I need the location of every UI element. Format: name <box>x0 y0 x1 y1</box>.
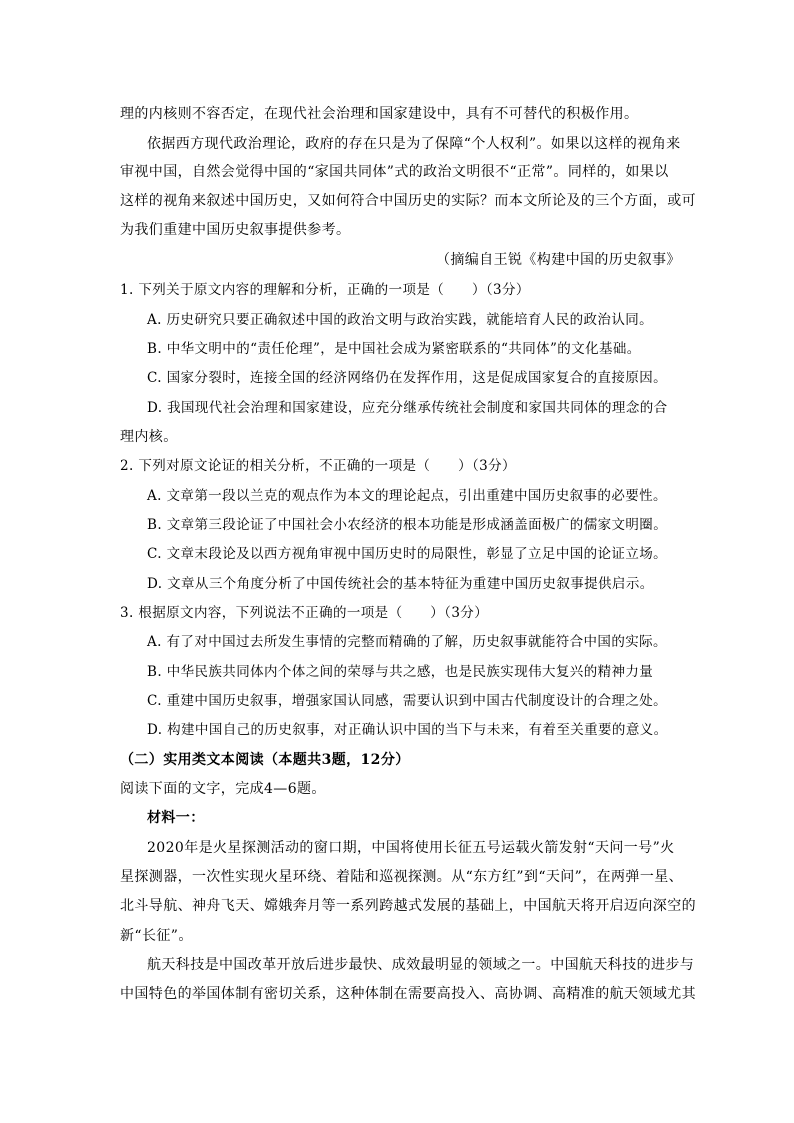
material-line: 星探测器，一次性实现火星环绕、着陆和巡视探测。从“东方红”到“天问”，在两弹一星、 <box>120 869 684 885</box>
source-citation: （摘编自王锐《构建中国的历史叙事》 <box>436 252 681 268</box>
option-a: A. 历史研究只要正确叙述中国的政治文明与政治实践，就能培育人民的政治认同。 <box>147 312 654 328</box>
option-a: A. 文章第一段以兰克的观点作为本文的理论起点，引出重建中国历史叙事的必要性。 <box>147 488 667 504</box>
material-line: 航天科技是中国改革开放后进步最快、成效最明显的领域之一。中国航天科技的进步与 <box>147 957 695 973</box>
question-stem: 2. 下列对原文论证的相关分析，不正确的一项是（ ）（3分） <box>120 458 516 474</box>
option-c: C. 国家分裂时，连接全国的经济网络仍在发挥作用，这是促成国家复合的直接原因。 <box>147 370 668 386</box>
question-stem: 3. 根据原文内容，下列说法不正确的一项是（ ）（3分） <box>120 605 489 621</box>
passage-line: 为我们重建中国历史叙事提供参考。 <box>120 222 351 238</box>
option-c: C. 重建中国历史叙事，增强家国认同感，需要认识到中国古代制度设计的合理之处。 <box>147 693 668 709</box>
material-line: 北斗导航、神舟飞天、嫦娥奔月等一系列跨越式发展的基础上，中国航天将开启迈向深空的 <box>120 898 696 914</box>
section-instruction: 阅读下面的文字，完成4—6题。 <box>120 781 326 797</box>
option-a: A. 有了对中国过去所发生事情的完整而精确的了解，历史叙事就能符合中国的实际。 <box>147 634 667 650</box>
passage-line: 审视中国，自然会觉得中国的“家国共同体”式的政治文明很不“正常”。同样的，如果以 <box>120 164 669 180</box>
option-b: B. 文章第三段论证了中国社会小农经济的根本功能是形成涵盖面极广的儒家文明圈。 <box>147 517 668 533</box>
option-d: D. 文章从三个角度分析了中国传统社会的基本特征为重建中国历史叙事提供启示。 <box>147 576 654 592</box>
question-stem: 1. 下列关于原文内容的理解和分析，正确的一项是（ ）（3分） <box>120 282 530 298</box>
material-line: 新“长征”。 <box>120 928 193 944</box>
option-d: D. 我国现代社会治理和国家建设，应充分继承传统社会制度和家国共同体的理念的合 <box>147 400 668 416</box>
option-d-continued: 理内核。 <box>120 429 178 445</box>
option-b: B. 中华文明中的“责任伦理”，是中国社会成为紧密联系的“共同体”的文化基础。 <box>147 341 641 357</box>
material-line: 中国特色的举国体制有密切关系，这种体制在需要高投入、高协调、高精准的航天领域尤其 <box>120 986 696 1002</box>
passage-line: 依据西方现代政治理论，政府的存在只是为了保障“个人权利”。如果以这样的视角来 <box>147 136 681 152</box>
material-line: 2020年是火星探测活动的窗口期，中国将使用长征五号运载火箭发射“天问一号”火 <box>147 840 675 856</box>
material-label: 材料一： <box>147 810 205 826</box>
option-d: D. 构建中国自己的历史叙事，对正确认识中国的当下与未来，有着至关重要的意义。 <box>147 722 668 738</box>
passage-line: 理的内核则不容否定，在现代社会治理和国家建设中，具有不可替代的积极作用。 <box>120 106 639 122</box>
passage-line: 这样的视角来叙述中国历史，又如何符合中国历史的实际？而本文所论及的三个方面，或可 <box>120 193 696 209</box>
option-b: B. 中华民族共同体内个体之间的荣辱与共之感，也是民族实现伟大复兴的精神力量 <box>147 664 654 680</box>
section-heading: （二）实用类文本阅读（本题共3题，12分） <box>120 752 410 768</box>
option-c: C. 文章末段论及以西方视角审视中国历史时的局限性，彰显了立足中国的论证立场。 <box>147 546 668 562</box>
